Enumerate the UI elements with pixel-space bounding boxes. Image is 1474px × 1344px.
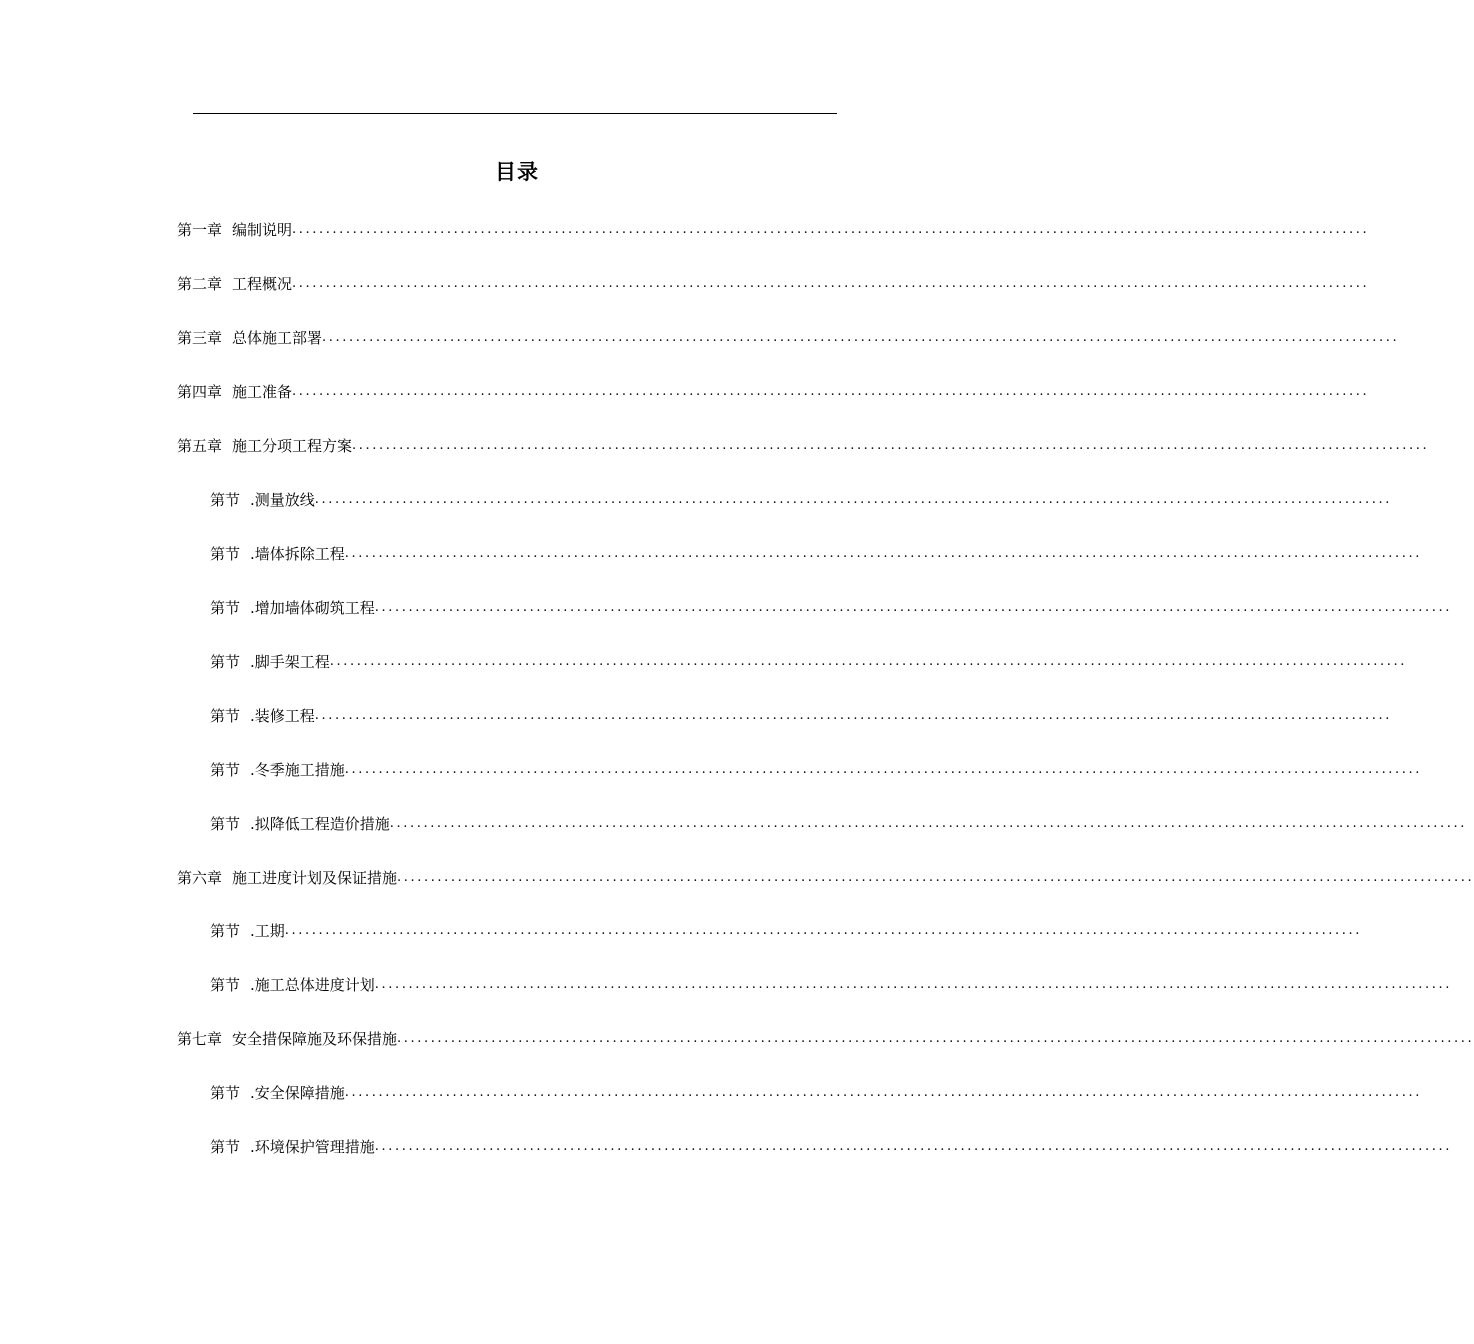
toc-entry-chapter-4[interactable] (177, 381, 1370, 403)
entry-prefix: 第一章 (177, 221, 223, 239)
entry-label: .装修工程 (250, 707, 315, 725)
entry-prefix: 第节 (210, 599, 241, 617)
entry-label: 编制说明 (232, 221, 293, 239)
entry-prefix: 第节 (210, 707, 241, 725)
toc-entry-chapter-5[interactable] (177, 435, 1430, 457)
entry-prefix: 第节 (210, 653, 241, 671)
toc-entry-chapter-6[interactable] (177, 867, 1474, 889)
toc-entry-section[interactable] (210, 651, 1407, 673)
entry-label: .拟降低工程造价措施 (250, 815, 390, 833)
dot-leader: ................................................................................................................................................................ (344, 762, 1422, 777)
toc-entry-section[interactable] (210, 974, 1452, 996)
toc-entry-chapter-2[interactable] (177, 273, 1370, 295)
entry-prefix: 第三章 (177, 329, 223, 347)
dot-leader: ................................................................................................................................................................ (389, 816, 1467, 831)
entry-label: 施工分项工程方案 (232, 437, 353, 455)
entry-label: .施工总体进度计划 (250, 976, 375, 994)
entry-label: .安全保障措施 (250, 1084, 345, 1102)
toc-entry-section[interactable] (210, 543, 1422, 565)
entry-prefix: 第节 (210, 761, 241, 779)
toc-title: 目录 (495, 160, 539, 184)
entry-prefix: 第节 (210, 976, 241, 994)
entry-prefix: 第四章 (177, 383, 223, 401)
entry-label: .脚手架工程 (250, 653, 330, 671)
dot-leader: ................................................................................................................................................................ (397, 870, 1474, 885)
entry-label: .测量放线 (250, 491, 315, 509)
toc-entry-section[interactable] (210, 489, 1392, 511)
dot-leader: ................................................................................................................................................................ (344, 1085, 1422, 1100)
entry-prefix: 第节 (210, 815, 241, 833)
entry-label: .墙体拆除工程 (250, 545, 345, 563)
entry-label: .环境保护管理措施 (250, 1138, 375, 1156)
entry-label: 施工准备 (232, 383, 293, 401)
dot-leader: ................................................................................................................................................................ (374, 600, 1452, 615)
dot-leader: ................................................................................................................................................................ (374, 1139, 1452, 1154)
toc-entry-section[interactable] (210, 759, 1422, 781)
entry-prefix: 第节 (210, 491, 241, 509)
entry-label: .冬季施工措施 (250, 761, 345, 779)
entry-prefix: 第二章 (177, 275, 223, 293)
entry-prefix: 第七章 (177, 1030, 223, 1048)
toc-entry-chapter-1[interactable] (177, 219, 1370, 241)
dot-leader: ................................................................................................................................................................ (284, 923, 1362, 938)
dot-leader: ................................................................................................................................................................ (322, 330, 1400, 345)
dot-leader: ................................................................................................................................................................ (292, 276, 1370, 291)
entry-prefix: 第节 (210, 1138, 241, 1156)
toc-entry-section[interactable] (210, 597, 1452, 619)
entry-label: 工程概况 (232, 275, 293, 293)
dot-leader: ................................................................................................................................................................ (344, 546, 1422, 561)
toc-entry-section[interactable] (210, 813, 1467, 835)
entry-label: 施工进度计划及保证措施 (232, 869, 398, 887)
dot-leader: ................................................................................................................................................................ (374, 977, 1452, 992)
toc-entry-chapter-3[interactable] (177, 327, 1400, 349)
toc-entry-section[interactable] (210, 705, 1392, 727)
dot-leader: ................................................................................................................................................................ (292, 384, 1370, 399)
toc-entry-section[interactable] (210, 1136, 1452, 1158)
dot-leader: ................................................................................................................................................................ (352, 438, 1430, 453)
entry-prefix: 第节 (210, 1084, 241, 1102)
toc-entry-chapter-7[interactable] (177, 1028, 1474, 1050)
entry-prefix: 第节 (210, 545, 241, 563)
entry-label: .增加墙体砌筑工程 (250, 599, 375, 617)
dot-leader: ................................................................................................................................................................ (397, 1031, 1474, 1046)
entry-label: 总体施工部署 (232, 329, 323, 347)
dot-leader: ................................................................................................................................................................ (314, 708, 1392, 723)
entry-label: 安全措保障施及环保措施 (232, 1030, 398, 1048)
entry-label: .工期 (250, 922, 285, 940)
dot-leader: ................................................................................................................................................................ (329, 654, 1407, 669)
toc-entry-section[interactable] (210, 1082, 1422, 1104)
toc-entry-section[interactable] (210, 920, 1362, 942)
entry-prefix: 第六章 (177, 869, 223, 887)
dot-leader: ................................................................................................................................................................ (314, 492, 1392, 507)
entry-prefix: 第节 (210, 922, 241, 940)
entry-prefix: 第五章 (177, 437, 223, 455)
dot-leader: ................................................................................................................................................................ (292, 222, 1370, 237)
